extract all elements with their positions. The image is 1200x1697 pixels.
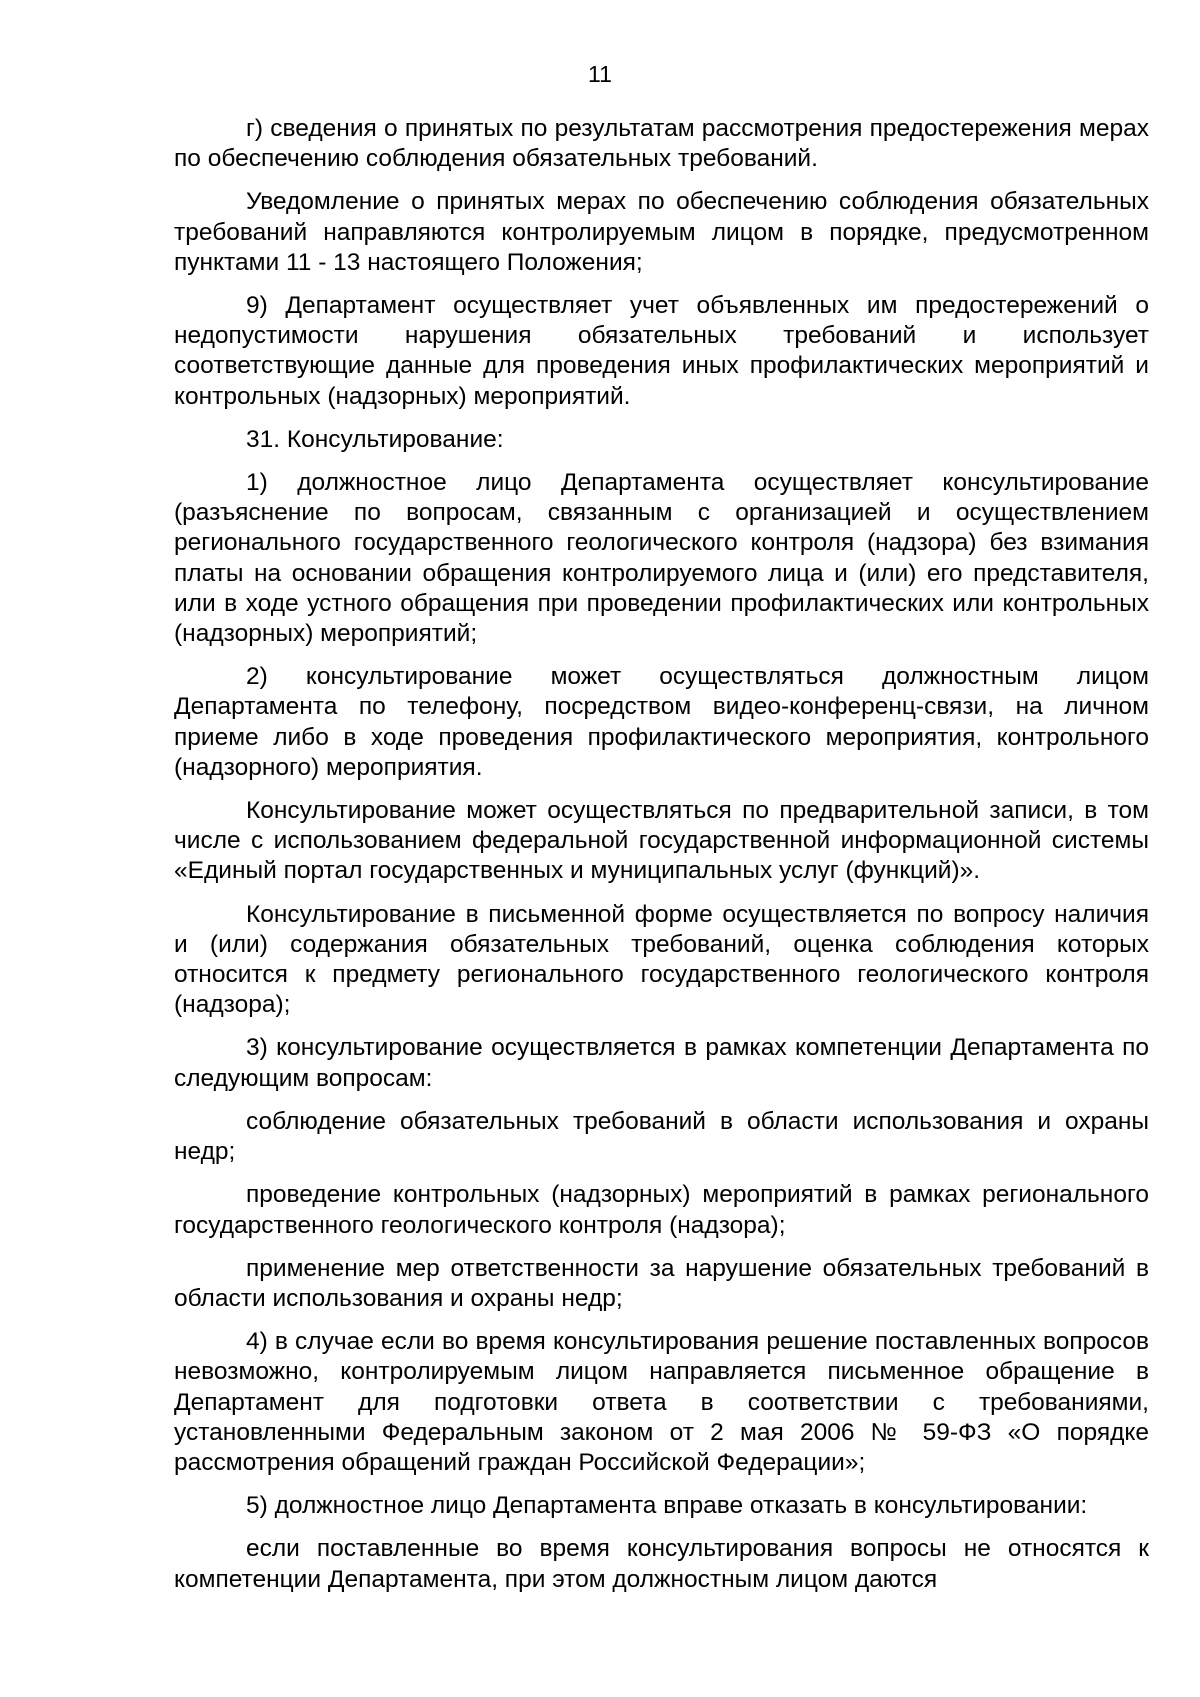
- list-item-inspections: проведение контрольных (надзорных) мероприятий в рамках регионального государственного геологического контроля (надзора);: [174, 1181, 1149, 1239]
- list-item-compliance: соблюдение обязательных требований в области использования и охраны недр;: [174, 1107, 1149, 1166]
- paragraph-item-5: 5) должностное лицо Департамента вправе отказать в консультировании:: [246, 1492, 1088, 1520]
- paragraph-item-4: 4) в случае если во время консультирования решение поставленных вопросов невозможно, контролируемым лицом направляется письменное обращение в Департамент для подготовки ответа в соответствии с требованиями, установленными Федеральным законом от 2 мая 2006 № 59-ФЗ «О порядке рассмотрения обращений граждан Российской Федерации»;: [174, 1328, 1149, 1476]
- list-item-out-of-competence: если поставленные во время консультирования вопросы не относятся к компетенции Департамента, при этом должностным лицом даются: [174, 1535, 1149, 1593]
- list-item-liability: применение мер ответственности за нарушение обязательных требований в области использования и охраны недр;: [174, 1254, 1149, 1312]
- paragraph-item-1: 1) должностное лицо Департамента осуществляет консультирование (разъяснение по вопросам, связанным с организацией и осуществлением регионального государственного геологического контроля (надзора) без взимания платы на основании обращения контролируемого лица и (или) его представителя, или в ходе устного обращения при проведении профилактических или контрольных (надзорных) мероприятий;: [174, 469, 1149, 648]
- paragraph-item-9: 9) Департамент осуществляет учет объявленных им предостережений о недопустимости нарушения обязательных требований и использует соответствующие данные для проведения иных профилактических мероприятий и контрольных (надзорных) мероприятий.: [174, 292, 1149, 410]
- document-body: [174, 114, 1149, 1608]
- section-heading-31: 31. Консультирование:: [246, 425, 504, 453]
- paragraph-preregistration: Консультирование может осуществляться по предварительной записи, в том числе с использованием федеральной государственной информационной системы «Единый портал государственных и муниципальных услуг (функций)».: [174, 797, 1149, 885]
- paragraph-item-g: г) сведения о принятых по результатам рассмотрения предостережения мерах по обеспечению соблюдения обязательных требований.: [174, 115, 1149, 173]
- paragraph-written-form: Консультирование в письменной форме осуществляется по вопросу наличия и (или) содержания обязательных требований, оценка соблюдения которых относится к предмету регионального государственного геологического контроля (надзора);: [174, 900, 1149, 1019]
- paragraph-item-3: 3) консультирование осуществляется в рамках компетенции Департамента по следующим вопросам:: [174, 1034, 1149, 1092]
- paragraph-item-2: 2) консультирование может осуществляться должностным лицом Департамента по телефону, посредством видео-конференц-связи, на личном приеме либо в ходе проведения профилактического мероприятия, контрольного (надзорного) мероприятия.: [174, 663, 1149, 781]
- page-number: 11: [588, 61, 612, 87]
- paragraph-notification: Уведомление о принятых мерах по обеспечению соблюдения обязательных требований направляются контролируемым лицом в порядке, предусмотренном пунктами 11 - 13 настоящего Положения;: [174, 188, 1149, 276]
